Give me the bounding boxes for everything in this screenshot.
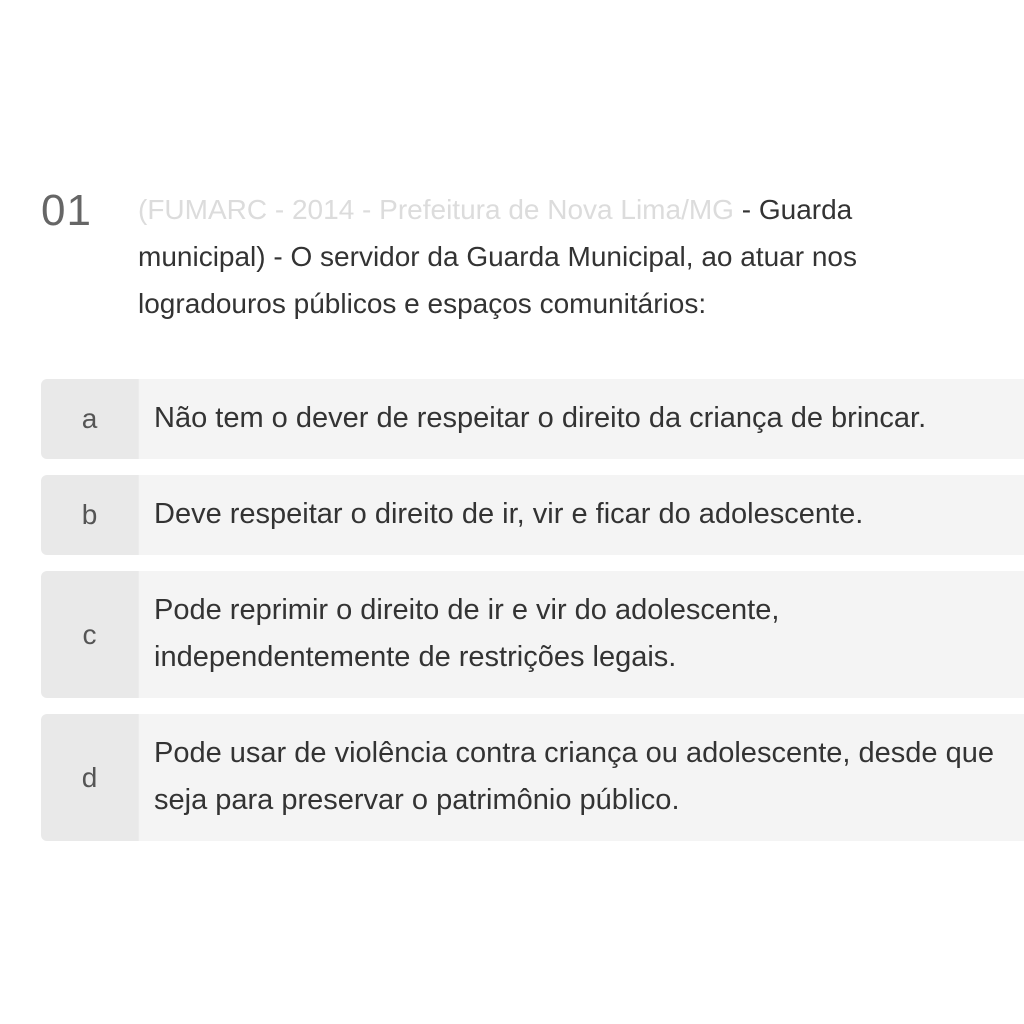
question-statement [138, 186, 1024, 327]
answer-options [41, 379, 1024, 857]
option-text[interactable]: Não tem o dever de respeitar o direito da criança de brincar. [138, 379, 1024, 459]
question-text: - Guarda municipal) - O servidor da Guarda Municipal, ao atuar nos logradouros públicos e espaços comunitários: [138, 194, 858, 319]
option-b[interactable] [41, 475, 1024, 555]
question-block [41, 186, 1024, 327]
option-letter[interactable]: d [41, 714, 138, 841]
option-text[interactable]: Pode usar de violência contra criança ou adolescente, desde que seja para preservar o patrimônio público. [138, 714, 1024, 841]
option-a[interactable] [41, 379, 1024, 459]
option-letter[interactable]: c [41, 571, 138, 698]
option-d[interactable] [41, 714, 1024, 841]
option-letter[interactable]: b [41, 475, 138, 555]
option-text[interactable]: Deve respeitar o direito de ir, vir e ficar do adolescente. [138, 475, 1024, 555]
question-source: (FUMARC - 2014 - Prefeitura de Nova Lima/MG [138, 194, 734, 225]
question-header [41, 186, 1024, 327]
option-text[interactable]: Pode reprimir o direito de ir e vir do adolescente, independentemente de restrições legais. [138, 571, 1024, 698]
question-number: 01 [41, 186, 92, 235]
option-letter[interactable]: a [41, 379, 138, 459]
option-c[interactable] [41, 571, 1024, 698]
